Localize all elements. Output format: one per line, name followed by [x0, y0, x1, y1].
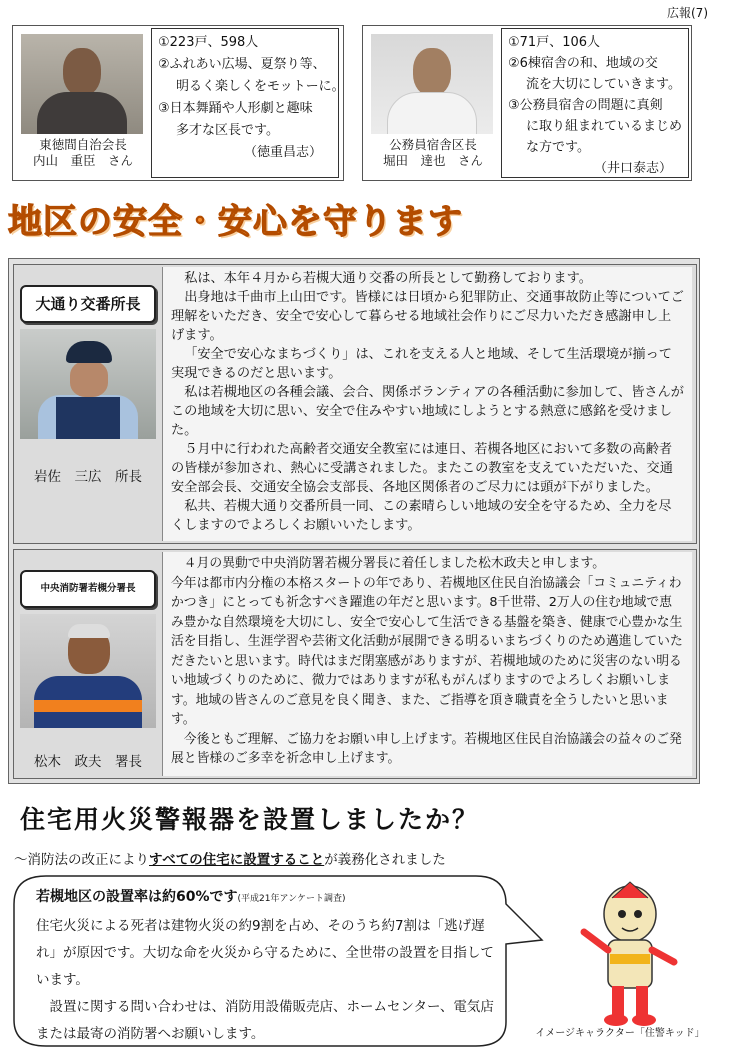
paragraph: 私は、本年４月から若槻大通り交番の所長として勤務しております。 — [184, 271, 592, 286]
profile-line: ②6棟宿舎の和、地域の交 — [508, 56, 658, 71]
speech-bubble-text — [36, 884, 496, 1048]
alarm-subtitle-emphasis: すべての住宅に設置すること — [149, 852, 325, 868]
police-rank-label: 大通り交番所長 — [20, 285, 156, 323]
profile-role: 東徳間自治会長 — [39, 137, 127, 152]
profile-name: 堀田 達也 さん — [382, 153, 483, 168]
alarm-subtitle-suffix: が義務化されました — [324, 852, 446, 868]
profile-line: 多才な区長です。 — [176, 123, 279, 138]
police-left-column — [18, 269, 158, 539]
photo-matsuki — [20, 614, 156, 728]
fire-message — [162, 552, 692, 776]
profile-line: ①71戸、106人 — [508, 35, 601, 50]
paragraph: 私共、若槻大通り交番所員一同、この素晴らしい地域の安全を守るため、全力を尽くしますのでよろしくお願いいたします。 — [171, 499, 672, 533]
profile-caption — [367, 137, 499, 169]
alarm-subtitle-prefix: ～消防法の改正により — [14, 852, 149, 868]
fire-panel — [13, 549, 697, 779]
photo-hotta — [371, 34, 493, 134]
alarm-title: 住宅用火災警報器を設置しましたか？ — [20, 805, 480, 834]
profile-line: な方です。 — [526, 140, 590, 155]
photo-uchiyama — [21, 34, 143, 134]
profile-line: ③公務員宿舎の問題に真剣 — [508, 98, 663, 113]
fire-left-column — [18, 554, 158, 774]
paragraph: 今年は都市内分権の本格スタートの年であり、若槻地区住民自治協議会「コミュニティわかつき」にとっても祈念すべき躍進の年だと思います。8千世帯、2万人の住む地域で恵み豊かな自然環境を大切にし、安全で安心して生活できる基盤を築き、健康で心豊かな生活を目指し、生涯学習や芸術文化活動が展開できる明るいまちづくりのため邁進していただきたいと思います。時代はまだ閉塞感がありますが、若槻地域のために災害のない明るい地域づくりのために、微力ではありますが私もがんばりますのでよろしくお願いします。地域の皆さんのご意見を良く聞き、また、ご指導を頂き職責を全うしたいと思います。 — [171, 575, 683, 727]
profile-name: 内山 重臣 さん — [32, 153, 133, 168]
profile-line: ①223戸、598人 — [158, 35, 259, 50]
profile-description — [151, 28, 345, 178]
profile-line: 明るく楽しくをモットーに。 — [176, 79, 345, 94]
alarm-body-1: 住宅火災による死者は建物火災の約9割を占め、そのうち約7割は「逃げ遅れ」が原因です。大切な命を火災から守るために、全世帯の設置を目指しています。 — [36, 918, 494, 988]
paragraph: 私は若槻地区の各種会議、会合、関係ボランティアの各種活動に参加して、皆さんがこの地域を大切に思い、安全で住みやすい地域にしようとする熱意に感銘を受けました。 — [171, 385, 684, 438]
profile-signature: （井口泰志） — [593, 161, 672, 176]
alarm-subtitle — [14, 848, 446, 868]
photo-iwasa — [20, 329, 156, 439]
mascot-illustration — [560, 880, 690, 1030]
section-title: 地区の安全・安心を守ります — [8, 202, 463, 242]
police-message — [162, 267, 692, 541]
paragraph: 今後ともご理解、ご協力をお願い申し上げます。若槻地区住民自治協議会の益々のご発展と皆様のご多幸を祈念申し上げます。 — [171, 731, 682, 766]
paragraph: 出身地は千曲市上山田です。皆様には日頃から犯罪防止、交通事故防止等についてご理解をいただき、安全で安心して暮らせる地域社会作りにご尽力いただき感謝申し上げます。 — [171, 290, 684, 343]
police-panel — [13, 264, 697, 544]
profile-line: に取り組まれているまじめ — [526, 119, 683, 134]
install-rate-note: (平成21年アンケート調査) — [237, 894, 346, 904]
police-name: 岩佐 三広 所長 — [34, 469, 142, 485]
profile-caption — [17, 137, 149, 169]
safety-section — [8, 258, 700, 784]
page-number: 広報(7) — [667, 6, 708, 20]
profile-signature: （徳重昌志） — [243, 145, 322, 160]
mascot-caption: イメージキャラクター「住警キッド」 — [535, 1028, 705, 1039]
paragraph: 「安全で安心なまちづくり」は、これを支える人と地域、そして生活環境が揃って実現できるのだと思います。 — [171, 347, 672, 381]
speech-bubble — [6, 870, 544, 1050]
fire-rank-label: 中央消防署若槻分署長 — [20, 570, 156, 608]
install-rate — [36, 884, 496, 913]
profile-card-uchiyama — [12, 25, 344, 181]
fire-name: 松木 政夫 署長 — [34, 754, 142, 770]
profile-role: 公務員宿舎区長 — [389, 137, 477, 152]
paragraph: ４月の異動で中央消防署若槻分署長に着任しました松木政夫と申します。 — [183, 556, 606, 571]
paragraph: ５月中に行われた高齢者交通安全教室には連日、若槻各地区において多数の高齢者の皆様が参加され、熱心に受講されました。またこの教室を支えていただいた、交通安全部会長、交通安全協会支部長、各地区関係者のご尽力には頭が下がりました。 — [171, 442, 673, 495]
profile-description — [501, 28, 689, 178]
profile-line: 流を大切にしていきます。 — [526, 77, 681, 92]
install-rate-text: 若槻地区の設置率は約60%です — [36, 889, 238, 905]
alarm-body-2: 設置に関する問い合わせは、消防用設備販売店、ホームセンター、電気店または最寄の消防署へお願いします。 — [36, 999, 494, 1042]
profile-line: ③日本舞踊や人形劇と趣味 — [158, 101, 313, 116]
profile-card-hotta — [362, 25, 692, 181]
profile-line: ②ふれあい広場、夏祭り等、 — [158, 57, 326, 72]
